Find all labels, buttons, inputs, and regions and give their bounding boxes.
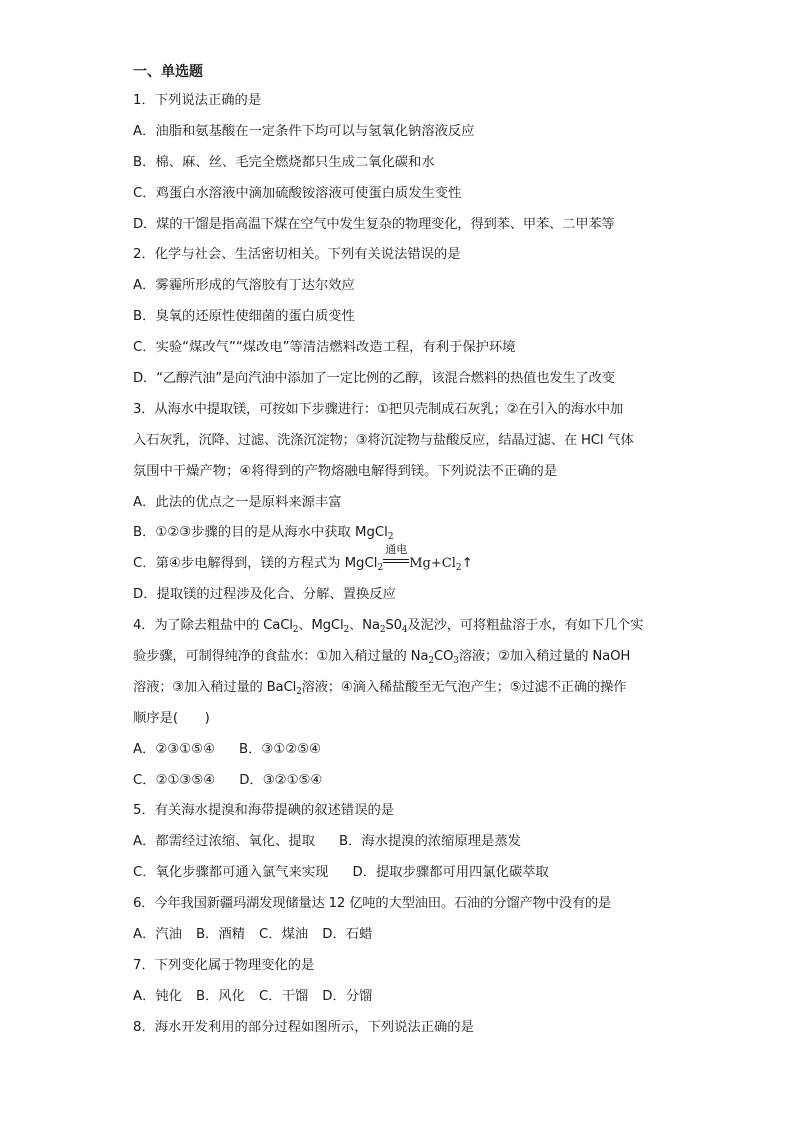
q3-option-c-subscript-2: 2 <box>455 563 462 574</box>
q2-stem: 2．化学与社会、生活密切相关。下列有关说法错误的是 <box>133 247 461 263</box>
q6-option-b: B．酒精 <box>196 927 246 943</box>
q3-option-a: A．此法的优点之一是原料来源丰富 <box>133 494 342 510</box>
q4-stem-line-3 <box>133 673 673 704</box>
q7-option-d: D．分馏 <box>322 988 373 1004</box>
q4-l3-a: 溶液；③加入稍过量的 BaCl <box>133 679 297 695</box>
q4-l1-sub-1: 2 <box>292 625 299 636</box>
double-line <box>383 559 409 563</box>
q1-option-b: B．棉、麻、丝、毛完全燃烧都只生成二氧化碳和水 <box>133 154 435 170</box>
q4-l3-b: 溶液；④滴入稀盐酸至无气泡产生；⑤过滤不正确的操作 <box>301 679 627 695</box>
q3-stem-line-2: 入石灰乳，沉降、过滤、洗涤沉淀物；③将沉淀物与盐酸反应，结晶过滤、在 HCl 气体 <box>133 432 634 448</box>
q3-stem-line-3: 氛围中干燥产物；④将得到的产物熔融电解得到镁。下列说法不正确的是 <box>133 463 558 479</box>
q2-option-a: A．雾霾所形成的气溶胶有丁达尔效应 <box>133 278 355 294</box>
q3-option-c-text: C．第④步电解得到，镁的方程式为 MgCl <box>133 556 378 572</box>
q4-l1-d: S0 <box>385 618 402 634</box>
q4-option-b: B．③①②⑤④ <box>239 741 322 757</box>
q4-l1-sub-2: 2 <box>343 625 350 636</box>
q4-options-row-1 <box>133 735 673 766</box>
q4-option-d: D．③②①⑤④ <box>239 772 323 788</box>
q3-option-c-product: Mg+Cl <box>409 556 456 572</box>
q7-option-a: A．钝化 <box>133 988 182 1004</box>
q5-option-a: A．都需经过浓缩、氧化、提取 <box>133 834 315 850</box>
q4-l2-c: 溶液；②加入稍过量的 NaOH <box>458 649 631 665</box>
q3-option-c <box>133 543 673 580</box>
gas-arrow-icon: ↑ <box>461 556 473 572</box>
q8-stem: 8．海水开发利用的部分过程如图所示，下列说法正确的是 <box>133 1019 474 1035</box>
q1-option-c: C．鸡蛋白水溶液中滴加硫酸铵溶液可使蛋白质发生变性 <box>133 185 462 201</box>
q4-l2-b: CO <box>433 649 454 665</box>
q3-option-c-subscript-1: 2 <box>377 563 384 574</box>
q7-options-row <box>133 982 673 1013</box>
q6-option-c: C．煤油 <box>259 927 309 943</box>
q4-stem-line-4: 顺序是( ) <box>133 710 210 726</box>
q4-l2-sub-1: 2 <box>428 656 434 667</box>
q4-l1-sub-3: 2 <box>379 625 386 636</box>
q6-option-a: A．汽油 <box>133 927 182 943</box>
q5-options-row-1 <box>133 827 673 858</box>
q4-stem-line-2 <box>133 642 673 673</box>
q3-stem-line-1: 3．从海水中提取镁，可按如下步骤进行：①把贝壳制成石灰乳；②在引入的海水中加 <box>133 401 624 417</box>
q7-option-c: C．干馏 <box>259 988 309 1004</box>
q5-option-b: B．海水提溴的浓缩原理是蒸发 <box>338 834 521 850</box>
electrolysis-equals-sign <box>383 543 409 567</box>
q2-option-d: D．“乙醇汽油”是向汽油中添加了一定比例的乙醇，该混合燃料的热值也发生了改变 <box>133 371 615 387</box>
q6-options-row <box>133 920 673 951</box>
q4-option-c: C．②①③⑤④ <box>133 772 216 788</box>
q7-option-b: B．风化 <box>196 988 246 1004</box>
q6-option-d: D．石蜡 <box>322 927 373 943</box>
q1-option-d: D．煤的干馏是指高温下煤在空气中发生复杂的物理变化，得到苯、甲苯、二甲苯等 <box>133 216 615 232</box>
q6-stem: 6．今年我国新疆玛湖发现储量达 12 亿吨的大型油田。石油的分馏产物中没有的是 <box>133 896 612 912</box>
electrolysis-condition: 通电 <box>385 543 408 557</box>
q4-l1-c: 、Na <box>349 618 380 634</box>
q4-l2-sub-2: 3 <box>453 656 459 667</box>
q3-option-d: D．提取镁的过程涉及化合、分解、置换反应 <box>133 587 396 603</box>
q4-l3-sub-1: 2 <box>296 686 302 697</box>
q4-options-row-2 <box>133 766 673 797</box>
q2-option-b: B．臭氧的还原性使细菌的蛋白质变性 <box>133 309 355 325</box>
q5-option-c: C．氧化步骤都可通入氯气来实现 <box>133 865 329 881</box>
q4-l2-a: 验步骤，可制得纯净的食盐水：①加入稍过量的 Na <box>133 649 429 665</box>
q1-stem: 1．下列说法正确的是 <box>133 93 262 108</box>
q3-option-b-text: B．①②③步骤的目的是从海水中获取 MgCl <box>133 525 388 541</box>
section-title: 一、单选题 <box>133 64 203 80</box>
q4-stem-line-1 <box>133 611 673 642</box>
q4-l1-b: 、MgCl <box>298 618 344 634</box>
q7-stem: 7．下列变化属于物理变化的是 <box>133 957 315 973</box>
q2-option-c: C．实验“煤改气”“煤改电”等清洁燃料改造工程，有利于保护环境 <box>133 340 516 356</box>
q4-l1-a: 4．为了除去粗盐中的 CaCl <box>133 618 293 634</box>
exam-page <box>133 58 673 1044</box>
q4-l1-e: 及泥沙，可将粗盐溶于水，有如下几个实 <box>407 618 644 634</box>
q5-option-d: D．提取步骤都可用四氯化碳萃取 <box>352 865 549 881</box>
q5-stem: 5．有关海水提溴和海带提碘的叙述错误的是 <box>133 803 395 819</box>
q4-option-a: A．②③①⑤④ <box>133 741 215 757</box>
q1-option-a: A．油脂和氨基酸在一定条件下均可以与氢氧化钠溶液反应 <box>133 123 475 139</box>
q5-options-row-2 <box>133 858 673 889</box>
q4-l1-sub-4: 4 <box>401 625 408 636</box>
q3-option-b-subscript: 2 <box>387 532 394 543</box>
